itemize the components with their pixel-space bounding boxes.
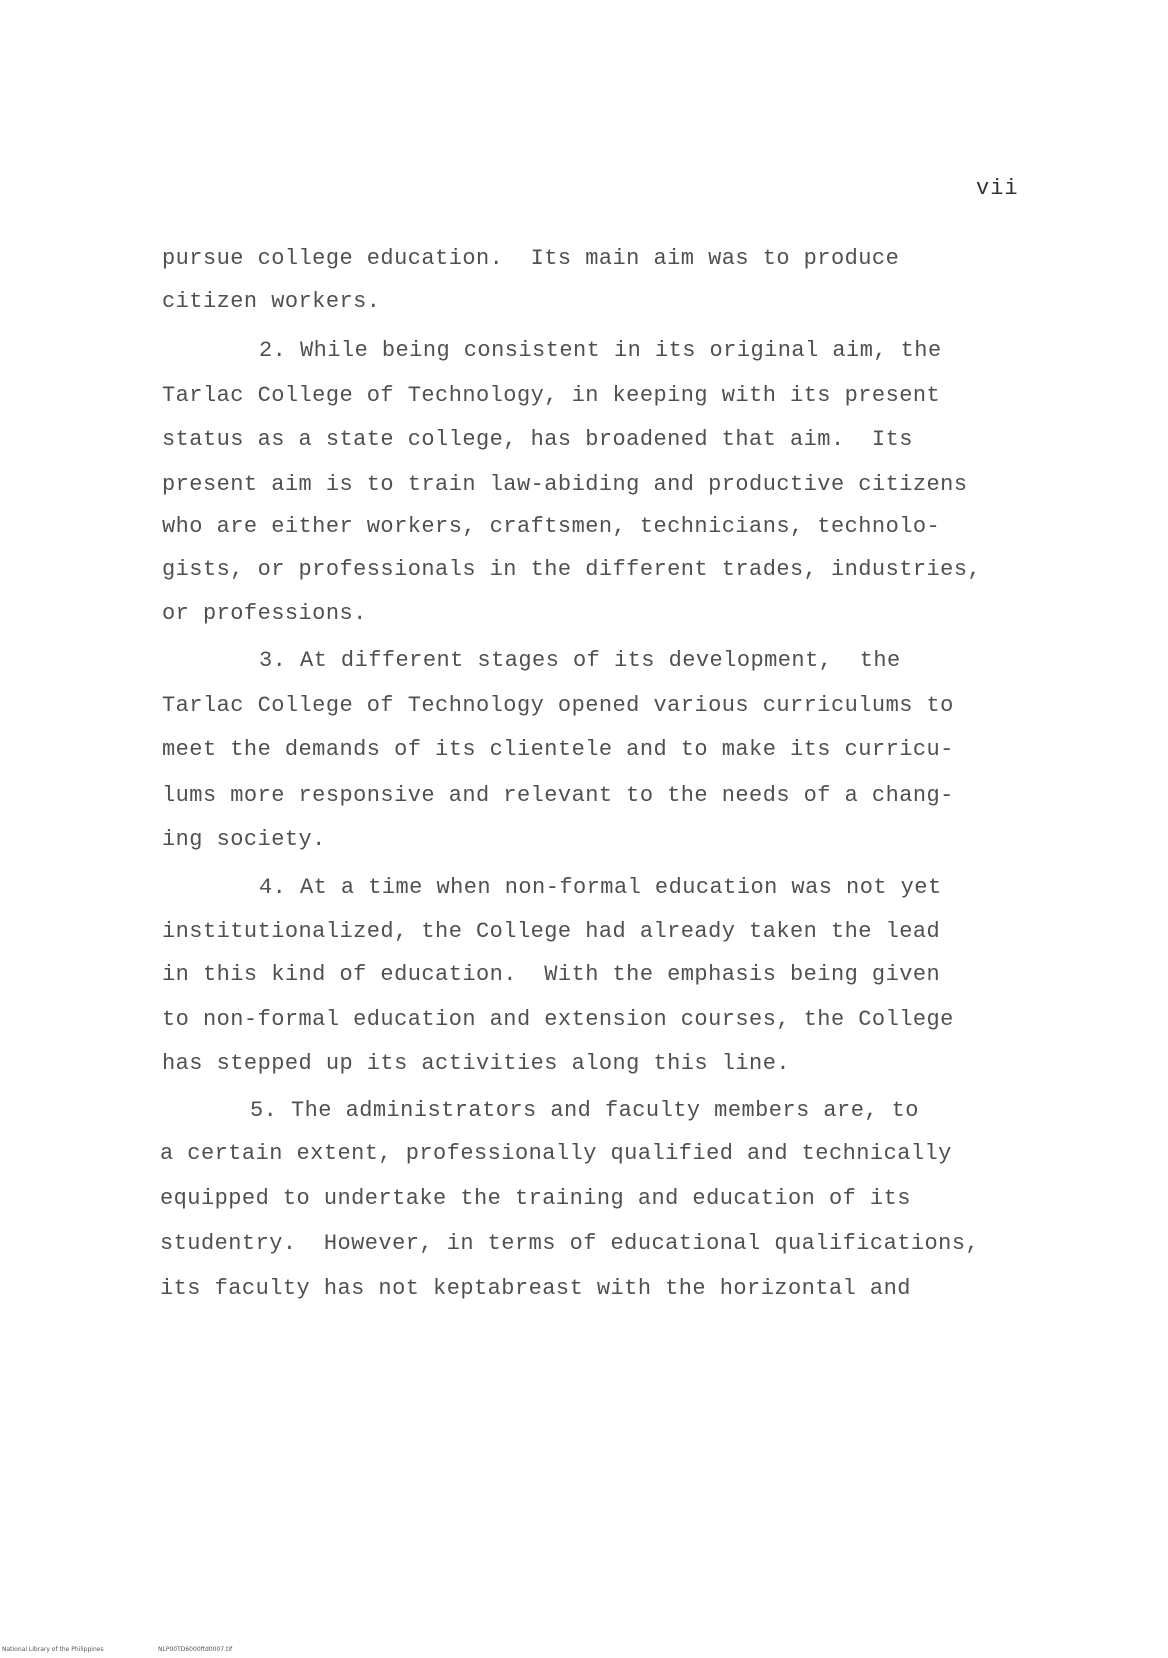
text-line: or professions.: [162, 601, 367, 626]
page-number: vii: [976, 176, 1019, 201]
text-line: Tarlac College of Technology, in keeping with its present: [162, 383, 941, 408]
text-line: who are either workers, craftsmen, technicians, technolo-: [162, 514, 941, 539]
text-line: lums more responsive and relevant to the needs of a chang-: [162, 783, 954, 808]
text-line: 4. At a time when non-formal education was not yet: [259, 875, 942, 900]
text-line: Tarlac College of Technology opened various curriculums to: [162, 693, 954, 718]
text-line: studentry. However, in terms of educational qualifications,: [160, 1231, 980, 1256]
text-line: 2. While being consistent in its original aim, the: [259, 338, 942, 363]
text-line: pursue college education. Its main aim was to produce: [162, 246, 900, 271]
footer-file: NLP00TD6000ftd0007.tif: [158, 1646, 233, 1653]
text-line: status as a state college, has broadened that aim. Its: [162, 427, 913, 452]
text-line: has stepped up its activities along this line.: [162, 1051, 790, 1076]
text-line: a certain extent, professionally qualified and technically: [160, 1141, 952, 1166]
text-line: equipped to undertake the training and education of its: [160, 1186, 911, 1211]
text-line: present aim is to train law-abiding and productive citizens: [162, 472, 968, 497]
text-line: ing society.: [162, 827, 326, 852]
footer-library: National Library of the Philippines: [2, 1646, 104, 1653]
text-line: meet the demands of its clientele and to make its curricu-: [162, 737, 954, 762]
text-line: 3. At different stages of its development, the: [259, 648, 901, 673]
text-line: to non-formal education and extension courses, the College: [162, 1007, 954, 1032]
text-line: institutionalized, the College had already taken the lead: [162, 919, 941, 944]
text-line: in this kind of education. With the emphasis being given: [162, 962, 941, 987]
text-line: gists, or professionals in the different trades, industries,: [162, 557, 982, 582]
text-line: its faculty has not keptabreast with the horizontal and: [160, 1276, 911, 1301]
text-line: citizen workers.: [162, 289, 381, 314]
text-line: 5. The administrators and faculty members are, to: [250, 1098, 919, 1123]
